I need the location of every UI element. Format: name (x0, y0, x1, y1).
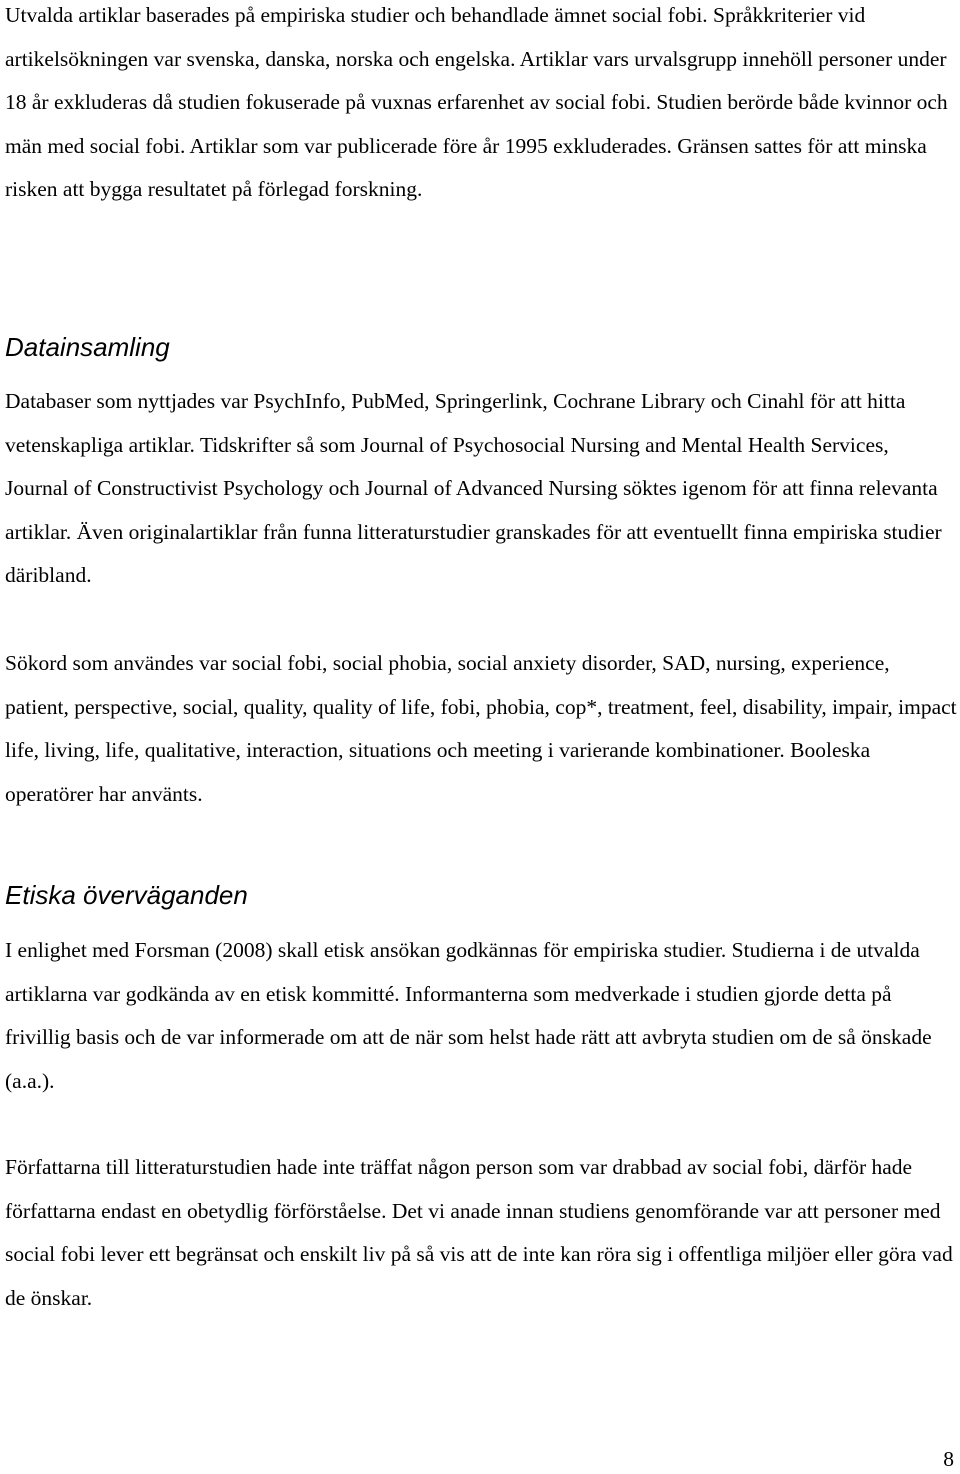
datainsamling-heading: Datainsamling (5, 332, 170, 362)
etik-paragraph-approval: I enlighet med Forsman (2008) skall etisk ansökan godkännas för empiriska studier. Studierna i de utvalda artiklarna var godkända av en etisk kommitté. Informanterna som medverkade i studien gjorde detta på frivillig basis och de var informerade om att de när som helst hade rätt att avbryta studien om de så önskade (a.a.). (5, 938, 932, 1093)
datainsamling-paragraph-databases: Databaser som nyttjades var PsychInfo, PubMed, Springerlink, Cochrane Library och Cinahl för att hitta vetenskapliga artiklar. Tidskrifter så som Journal of Psychosocial Nursing and Mental Health Services, Journal of Constructivist Psychology och Journal of Advanced Nursing söktes igenom för att finna relevanta artiklar. Även originalartiklar från funna litteraturstudier granskades för att eventuellt finna empiriska studier däribland. (5, 389, 942, 588)
page-number: 8 (943, 1447, 954, 1471)
intro-paragraph: Utvalda artiklar baserades på empiriska studier och behandlade ämnet social fobi. Språkkriterier vid artikelsökningen var svenska, danska, norska och engelska. Artiklar vars urvalsgrupp innehöll personer under 18 år exkluderas då studien fokuserade på vuxnas erfarenhet av social fobi. Studien berörde både kvinnor och män med social fobi. Artiklar som var publicerade före år 1995 exkluderades. Gränsen sattes för att minska risken att bygga resultatet på förlegad forskning. (5, 3, 948, 202)
datainsamling-paragraph-search-terms: Sökord som användes var social fobi, social phobia, social anxiety disorder, SAD, nursing, experience, patient, perspective, social, quality, quality of life, fobi, phobia, cop*, treatment, feel, disability, impair, impact life, living, life, qualitative, interaction, situations och meeting i varierande kombinationer. Booleska operatörer har använts. (5, 651, 957, 806)
etiska-overvaganden-heading: Etiska överväganden (5, 880, 248, 910)
etik-paragraph-preunderstanding: Författarna till litteraturstudien hade inte träffat någon person som var drabbad av social fobi, därför hade författarna endast en obetydlig förförståelse. Det vi anade innan studiens genomförande var att personer med social fobi lever ett begränsat och enskilt liv på så vis att de inte kan röra sig i offentliga miljöer eller göra vad de önskar. (5, 1155, 953, 1310)
